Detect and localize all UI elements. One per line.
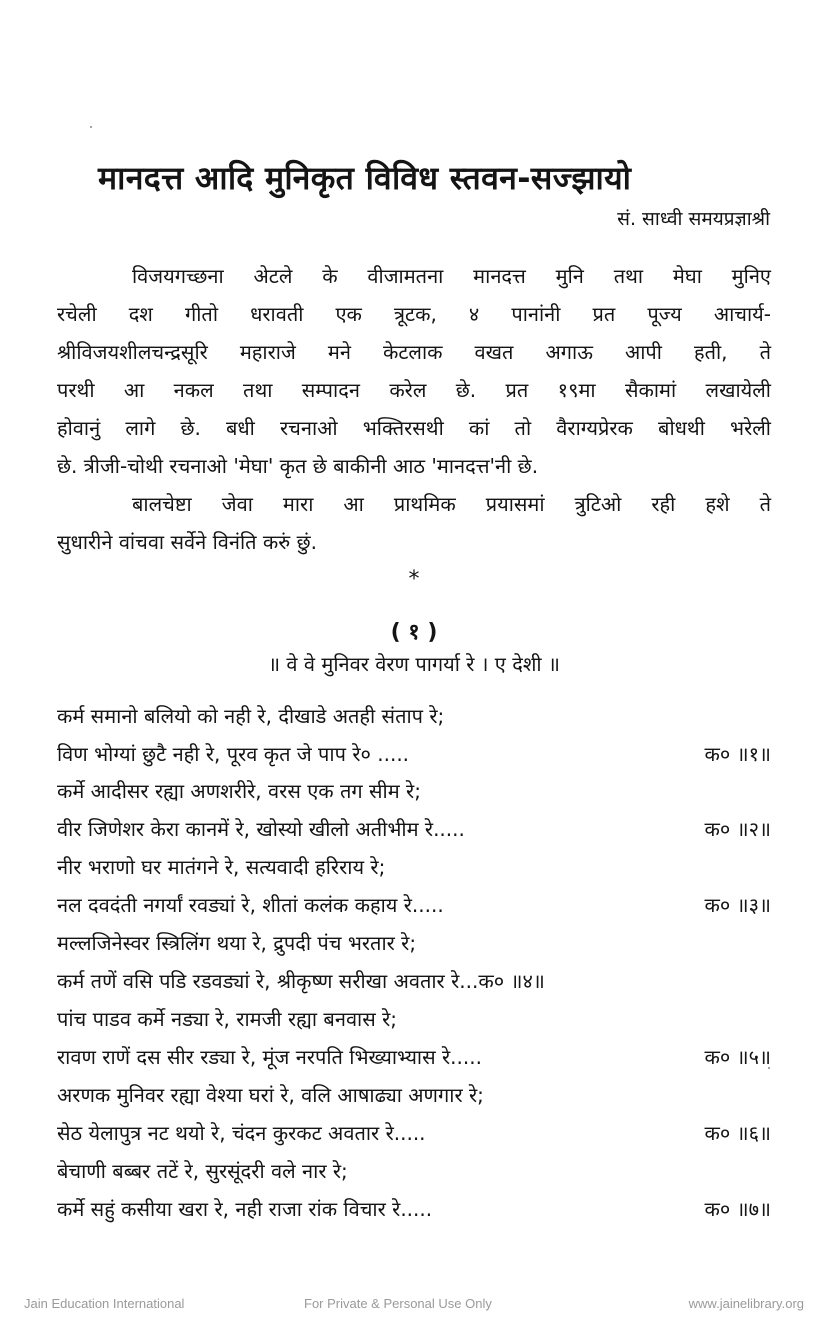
editor-credit: सं. साध्वी समयप्रज्ञाश्री bbox=[617, 208, 770, 230]
verse-line bbox=[57, 1005, 771, 1032]
verse-text: अरणक मुनिवर रह्या वेश्या घरां रे, वलि आषाढ्या अणगार रे; bbox=[57, 1083, 484, 1107]
verse-line bbox=[57, 1043, 771, 1070]
verse-text: कर्म समानो बलियो को नही रे, दीखाडे अतही संताप रे; bbox=[57, 704, 445, 728]
verse-line bbox=[57, 777, 771, 804]
verse-refrain: क० ॥१॥ bbox=[704, 742, 771, 766]
intro-line: श्रीविजयशीलचन्द्रसूरि महाराजे मने केटलाक वखत अगाऊ आपी हती, ते bbox=[57, 340, 771, 364]
verse-text: मल्लजिनेस्वर स्त्रिलिंग थया रे, द्रुपदी पंच भरतार रे; bbox=[57, 931, 417, 955]
verse-line bbox=[57, 1081, 771, 1108]
verse-refrain: क० ॥६॥ bbox=[704, 1121, 771, 1145]
verse-refrain: क० ॥७॥ bbox=[704, 1197, 771, 1221]
verse-line bbox=[57, 815, 771, 842]
verse-text: कर्मे सहुं कसीया खरा रे, नही राजा रांक विचार रे..... bbox=[57, 1197, 433, 1221]
song-desi-heading: ॥ वे वे मुनिवर वेरण पागर्या रे । ए देशी ॥ bbox=[268, 652, 560, 676]
footer-publisher: Jain Education International bbox=[24, 1296, 185, 1311]
intro-line: छे. त्रीजी-चोथी रचनाओ 'मेघा' कृत छे बाकीनी आठ 'मानदत्त'नी छे. bbox=[57, 454, 539, 478]
footer-usage-notice: For Private & Personal Use Only bbox=[304, 1296, 492, 1311]
verse-refrain: क० ॥५॥ bbox=[704, 1045, 771, 1069]
verse-text: सेठ येलापुत्र नट थयो रे, चंदन कुरकट अवतार रे..... bbox=[57, 1121, 426, 1145]
verse-refrain: क० ॥३॥ bbox=[704, 893, 771, 917]
intro-line: विजयगच्छना अेटले के वीजामतना मानदत्त मुनि तथा मेघा मुनिए bbox=[132, 264, 771, 288]
page-title: मानदत्त आदि मुनिकृत विविध स्तवन-सज्झायो bbox=[98, 159, 632, 197]
verse-text: कर्म तणें वसि पडि रडवड्यां रे, श्रीकृष्ण सरीखा अवतार रे...क० ॥४॥ bbox=[57, 969, 545, 993]
scan-speck bbox=[90, 126, 92, 128]
intro-line: होवानुं लागे छे. बधी रचनाओ भक्तिरसथी कां तो वैराग्यप्रेरक बोधथी भरेली bbox=[57, 416, 771, 440]
section-separator: * bbox=[408, 567, 420, 592]
verse-line bbox=[57, 853, 771, 880]
verse-line bbox=[57, 702, 771, 729]
intro-line: परथी आ नकल तथा सम्पादन करेल छे. प्रत १९मा सैकामां लखायेली bbox=[57, 378, 771, 402]
verse-line bbox=[57, 1195, 771, 1222]
intro-line: सुधारीने वांचवा सर्वेने विनंति करुं छुं. bbox=[57, 530, 317, 554]
verse-text: वीर जिणेशर केरा कानमें रे, खोस्यो खीलो अतीभीम रे..... bbox=[57, 817, 465, 841]
verse-text: रावण राणें दस सीर रड्या रे, मूंज नरपति भिख्याभ्यास रे..... bbox=[57, 1045, 482, 1069]
verse-text: नल दवदंती नगर्यां रवड्यां रे, शीतां कलंक कहाय रे..... bbox=[57, 893, 444, 917]
intro-line: बालचेष्टा जेवा मारा आ प्राथमिक प्रयासमां त्रुटिओ रही हशे ते bbox=[132, 492, 771, 516]
verse-text: नीर भराणो घर मातंगने रे, सत्यवादी हरिराय रे; bbox=[57, 855, 386, 879]
verse-text: बेचाणी बब्बर तटें रे, सुरसूंदरी वले नार रे; bbox=[57, 1159, 348, 1183]
verse-line bbox=[57, 1157, 771, 1184]
verse-line bbox=[57, 929, 771, 956]
song-number: ( १ ) bbox=[390, 620, 438, 645]
verse-line bbox=[57, 740, 771, 767]
intro-line: रचेली दश गीतो धरावती एक त्रूटक, ४ पानांनी प्रत पूज्य आचार्य- bbox=[57, 302, 771, 326]
footer-website-link[interactable]: www.jainelibrary.org bbox=[688, 1296, 804, 1311]
verse-line bbox=[57, 891, 771, 918]
verse-text: पांच पाडव कर्मे नड्या रे, रामजी रह्या बनवास रे; bbox=[57, 1007, 398, 1031]
verse-line bbox=[57, 1119, 771, 1146]
verse-text: कर्मे आदीसर रह्या अणशरीरे, वरस एक तग सीम रे; bbox=[57, 779, 421, 803]
verse-line bbox=[57, 967, 771, 994]
verse-refrain: क० ॥२॥ bbox=[704, 817, 771, 841]
verse-text: विण भोग्यां छुटै नही रे, पूरव कृत जे पाप रे० ..... bbox=[57, 742, 410, 766]
